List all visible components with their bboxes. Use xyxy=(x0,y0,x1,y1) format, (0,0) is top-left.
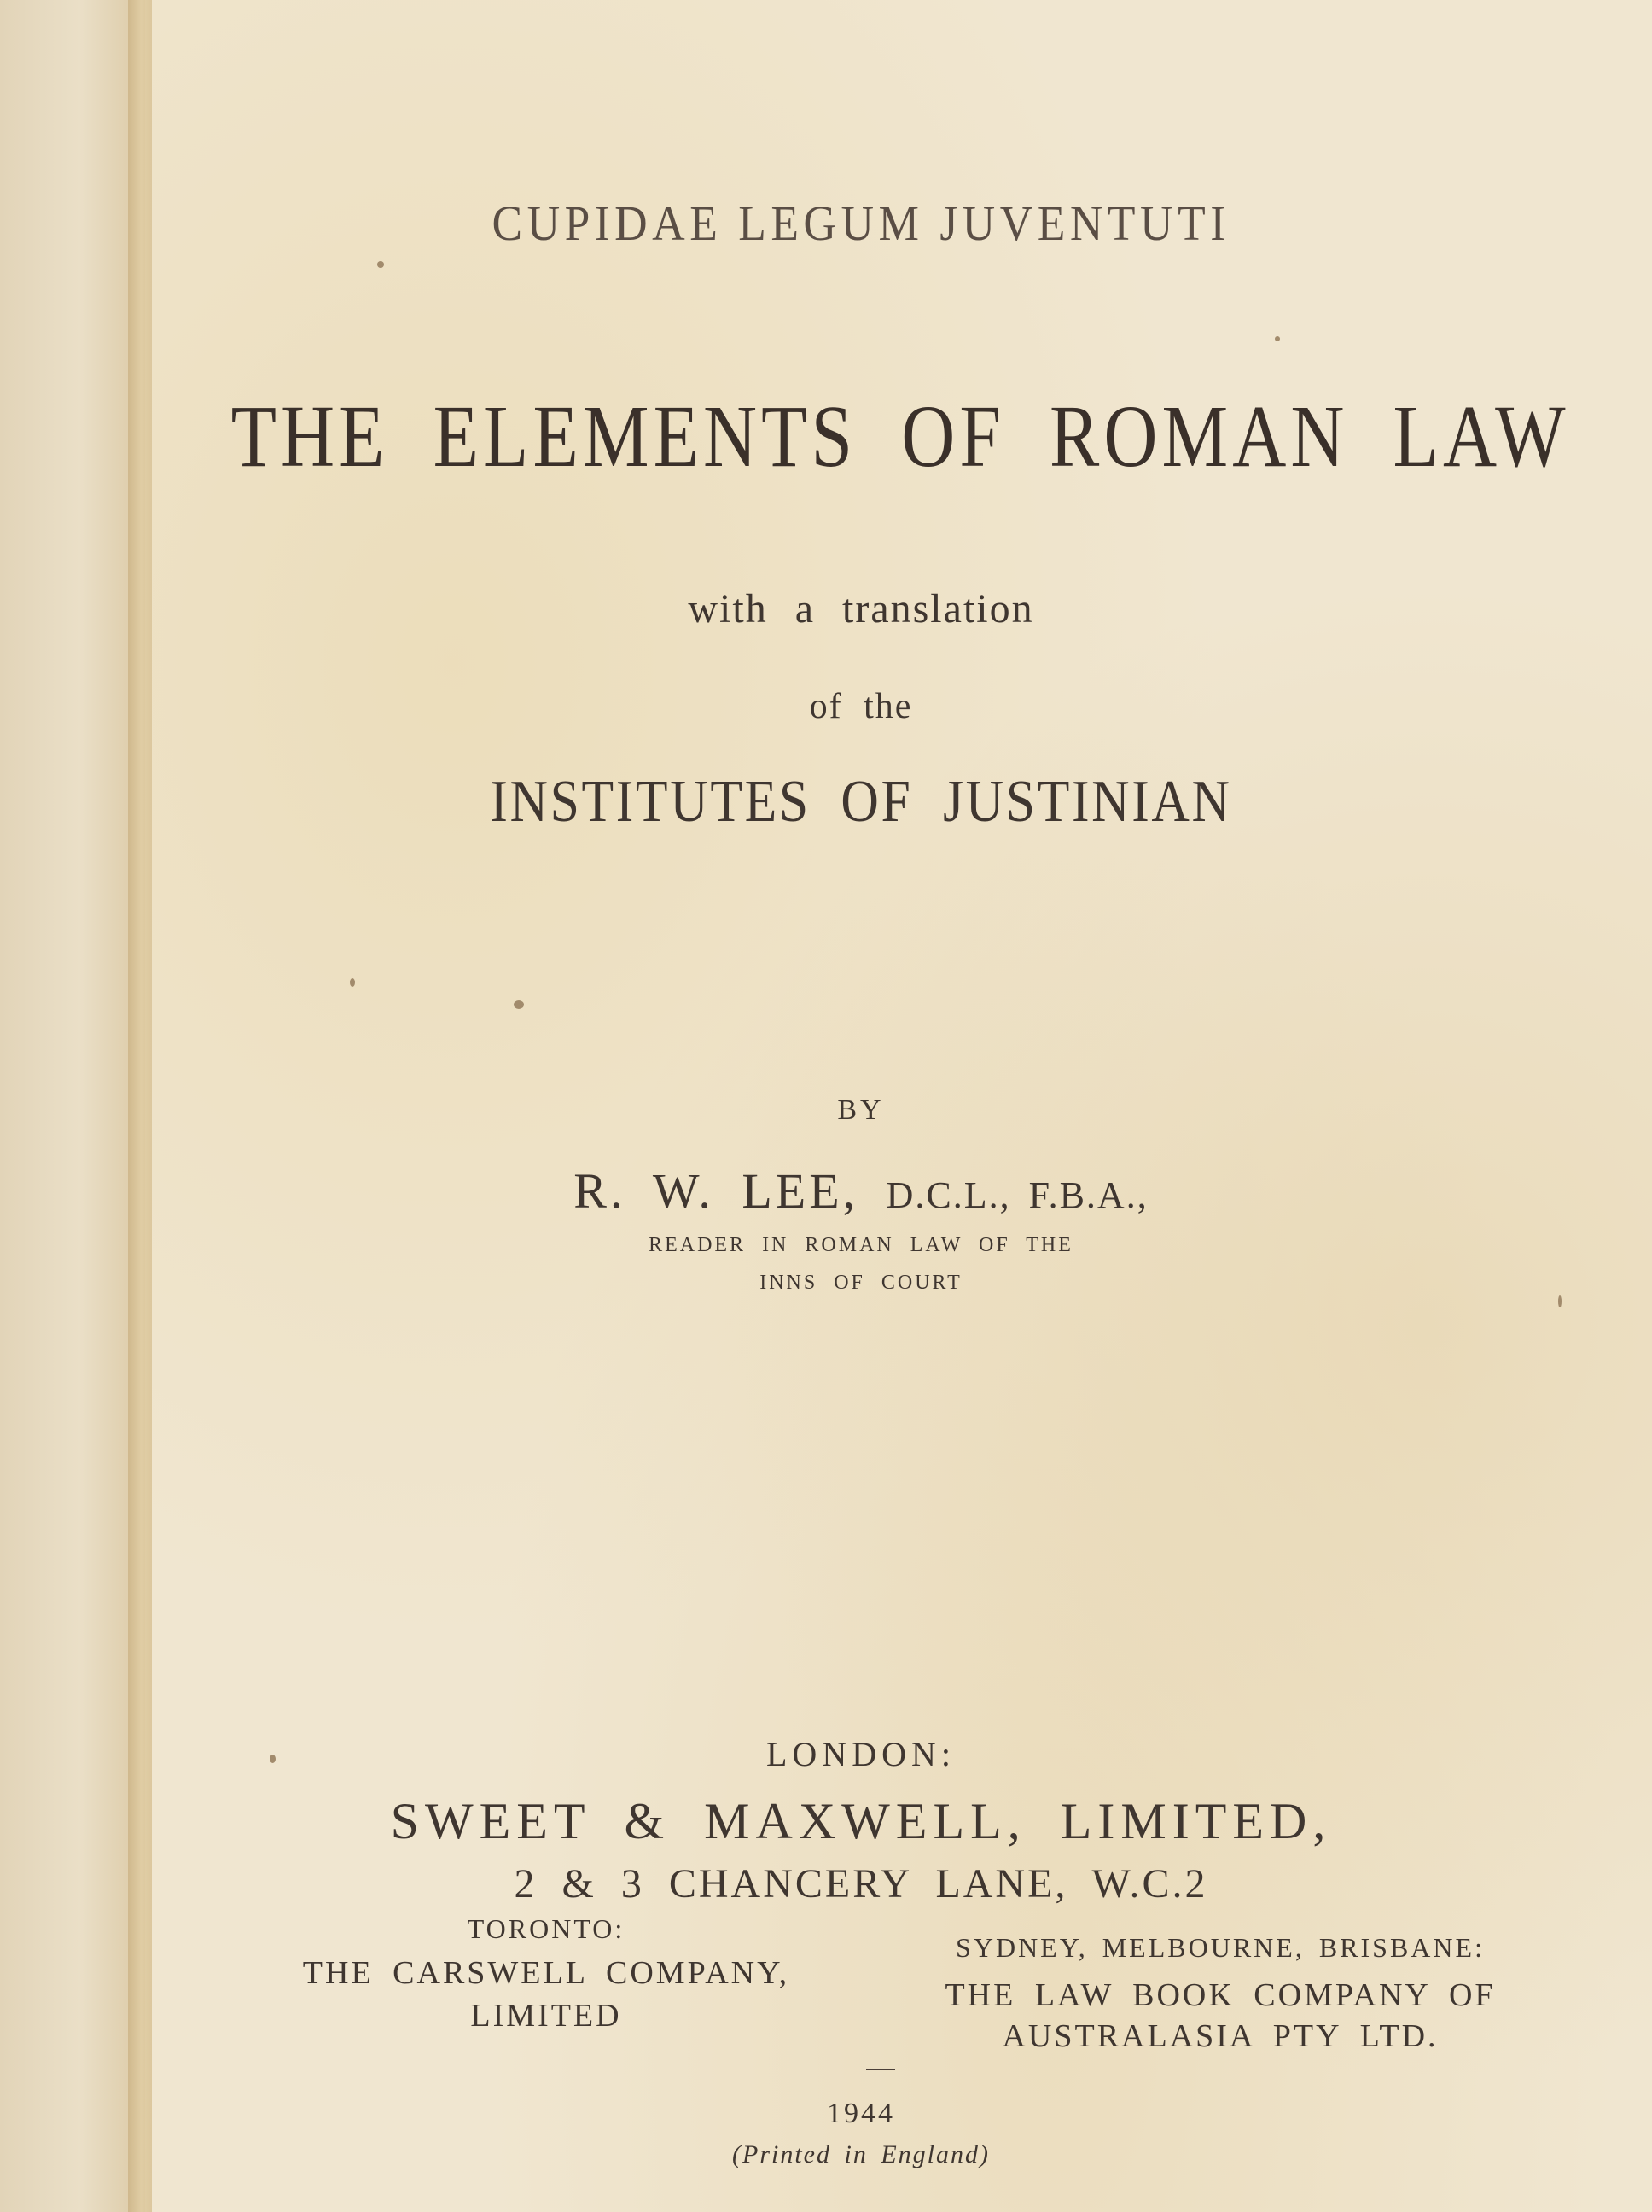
sydney-company-line-2: AUSTRALASIA PTY LTD. xyxy=(1002,2018,1439,2054)
toronto-heading: TORONTO: xyxy=(467,1913,625,1944)
author-line xyxy=(111,1162,1611,1220)
motto: CUPIDAE LEGUM JUVENTUTI xyxy=(492,195,1230,251)
author-role-line-1: READER IN ROMAN LAW OF THE xyxy=(649,1234,1073,1256)
paper-speck xyxy=(1275,336,1280,341)
subtitle-line-3: INSTITUTES OF JUSTINIAN xyxy=(490,769,1232,835)
author-degrees: D.C.L., F.B.A., xyxy=(886,1174,1149,1216)
paper-speck xyxy=(377,261,384,268)
publication-year: 1944 xyxy=(827,2098,895,2129)
subtitle-line-2: of the xyxy=(809,687,913,726)
toronto-company: THE CARSWELL COMPANY, xyxy=(302,1955,790,1991)
toronto-company-suffix: LIMITED xyxy=(470,1998,622,2034)
imprint-divider xyxy=(866,2069,895,2070)
sydney-heading: SYDNEY, MELBOURNE, BRISBANE: xyxy=(956,1932,1485,1963)
paper-speck xyxy=(1558,1295,1562,1307)
by-label: BY xyxy=(837,1094,885,1126)
paper-speck xyxy=(350,978,355,987)
publisher-name: SWEET & MAXWELL, LIMITED, xyxy=(390,1793,1332,1849)
sydney-company-line-1: THE LAW BOOK COMPANY OF xyxy=(945,1977,1496,2013)
author-name: R. W. LEE, xyxy=(573,1163,859,1219)
imprint-city: LONDON: xyxy=(766,1735,956,1773)
book-title: THE ELEMENTS OF ROMAN LAW xyxy=(230,387,1570,486)
author-role-line-2: INNS OF COURT xyxy=(759,1272,963,1294)
printed-note: (Printed in England) xyxy=(732,2140,990,2168)
paper-speck xyxy=(514,1000,524,1009)
subtitle-line-1: with a translation xyxy=(688,586,1034,632)
publisher-address: 2 & 3 CHANCERY LANE, W.C.2 xyxy=(514,1861,1208,1906)
